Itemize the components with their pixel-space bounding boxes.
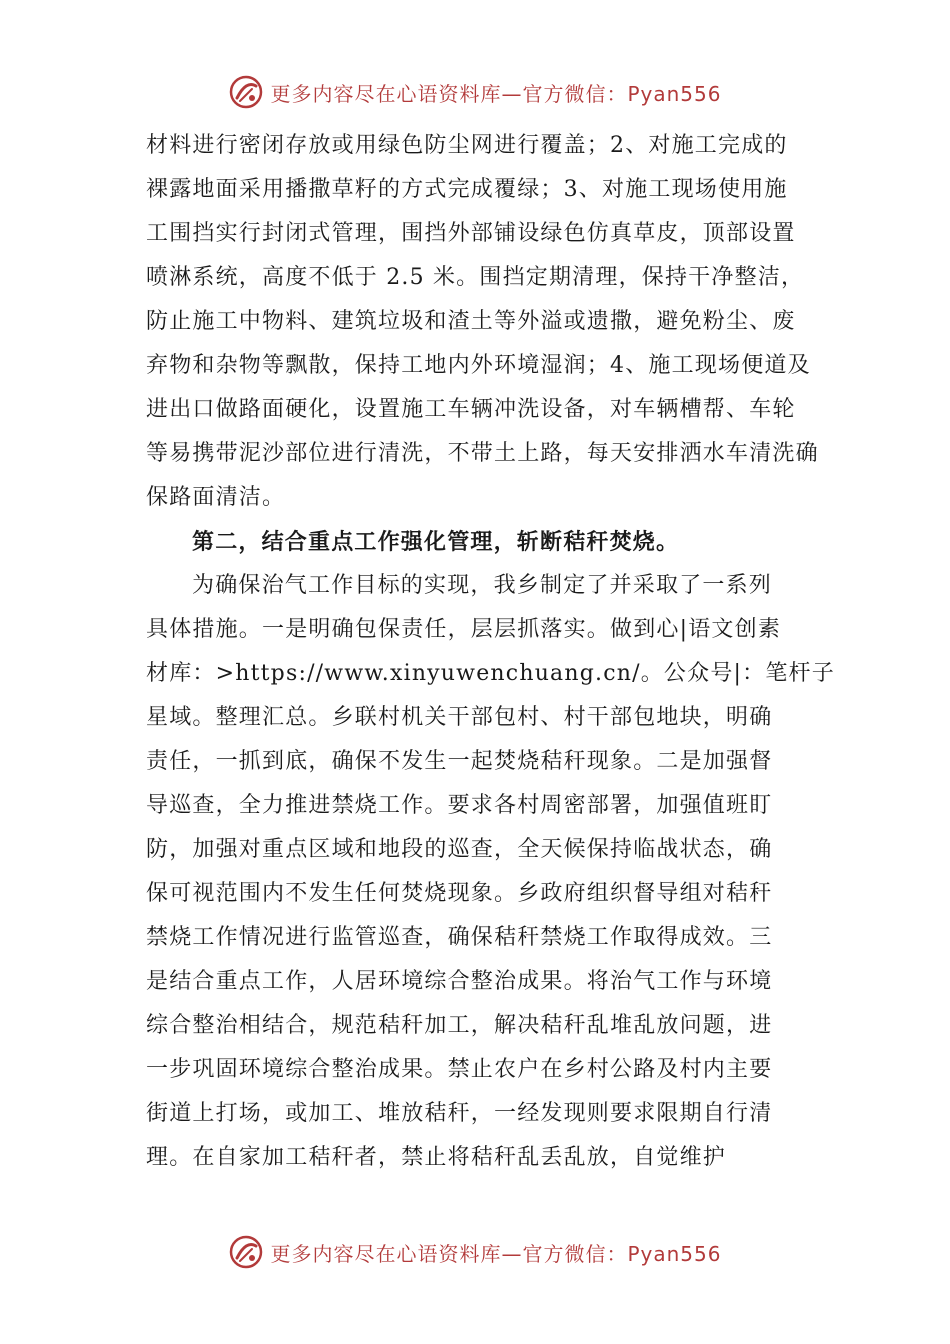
body-line: 喷淋系统，高度不低于 2.5 米。围挡定期清理，保持干净整洁， <box>146 265 805 290</box>
body-line: 裸露地面采用播撒草籽的方式完成覆绿；3、对施工现场使用施 <box>146 177 788 202</box>
body-line: 具体措施。一是明确包保责任，层层抓落实。做到心|语文创素 <box>146 617 782 642</box>
body-line: 为确保治气工作目标的实现，我乡制定了并采取了一系列 <box>192 573 773 598</box>
body-line: 星域。整理汇总。乡联村机关干部包村、村干部包地块，明确 <box>146 705 773 730</box>
body-line: 防，加强对重点区域和地段的巡查，全天候保持临战状态，确 <box>146 837 773 862</box>
document-body <box>146 124 835 1180</box>
body-line: 是结合重点工作，人居环境综合整治成果。将治气工作与环境 <box>146 969 773 994</box>
body-line: 材库：>https://www.xinyuwenchuang.cn/。公众号|：笔杆子 <box>146 661 835 686</box>
body-line: 弃物和杂物等飘散，保持工地内外环境湿润；4、施工现场便道及 <box>146 353 811 378</box>
body-line: 保可视范围内不发生任何焚烧现象。乡政府组织督导组对秸秆 <box>146 881 773 906</box>
brand-logo-icon <box>228 1234 264 1270</box>
body-line: 等易携带泥沙部位进行清洗，不带土上路，每天安排洒水车清洗确 <box>146 441 819 466</box>
section-heading: 第二，结合重点工作强化管理，斩断秸秆焚烧。 <box>192 529 680 555</box>
body-line: 一步巩固环境综合整治成果。禁止农户在乡村公路及村内主要 <box>146 1057 773 1082</box>
brand-logo-icon <box>228 74 264 110</box>
header-text: 更多内容尽在心语资料库—官方微信：Pyan556 <box>270 81 722 106</box>
body-line: 责任，一抓到底，确保不发生一起焚烧秸秆现象。二是加强督 <box>146 749 773 774</box>
body-line: 保路面清洁。 <box>146 485 286 510</box>
body-line: 街道上打场，或加工、堆放秸秆，一经发现则要求限期自行清 <box>146 1101 773 1126</box>
footer-text: 更多内容尽在心语资料库—官方微信：Pyan556 <box>270 1241 722 1266</box>
body-line: 禁烧工作情况进行监管巡查，确保秸秆禁烧工作取得成效。三 <box>146 925 773 950</box>
body-line: 综合整治相结合，规范秸秆加工，解决秸秆乱堆乱放问题，进 <box>146 1013 773 1038</box>
body-line: 工围挡实行封闭式管理，围挡外部铺设绿色仿真草皮，顶部设置 <box>146 221 796 246</box>
header-banner <box>0 70 950 114</box>
body-line: 导巡查，全力推进禁烧工作。要求各村周密部署，加强值班盯 <box>146 793 773 818</box>
body-line: 材料进行密闭存放或用绿色防尘网进行覆盖；2、对施工完成的 <box>146 133 788 158</box>
body-line: 理。在自家加工秸秆者，禁止将秸秆乱丢乱放，自觉维护 <box>146 1145 727 1170</box>
body-line: 进出口做路面硬化，设置施工车辆冲洗设备，对车辆槽帮、车轮 <box>146 397 796 422</box>
footer-banner <box>0 1230 950 1274</box>
body-line: 防止施工中物料、建筑垃圾和渣土等外溢或遗撒，避免粉尘、废 <box>146 309 796 334</box>
